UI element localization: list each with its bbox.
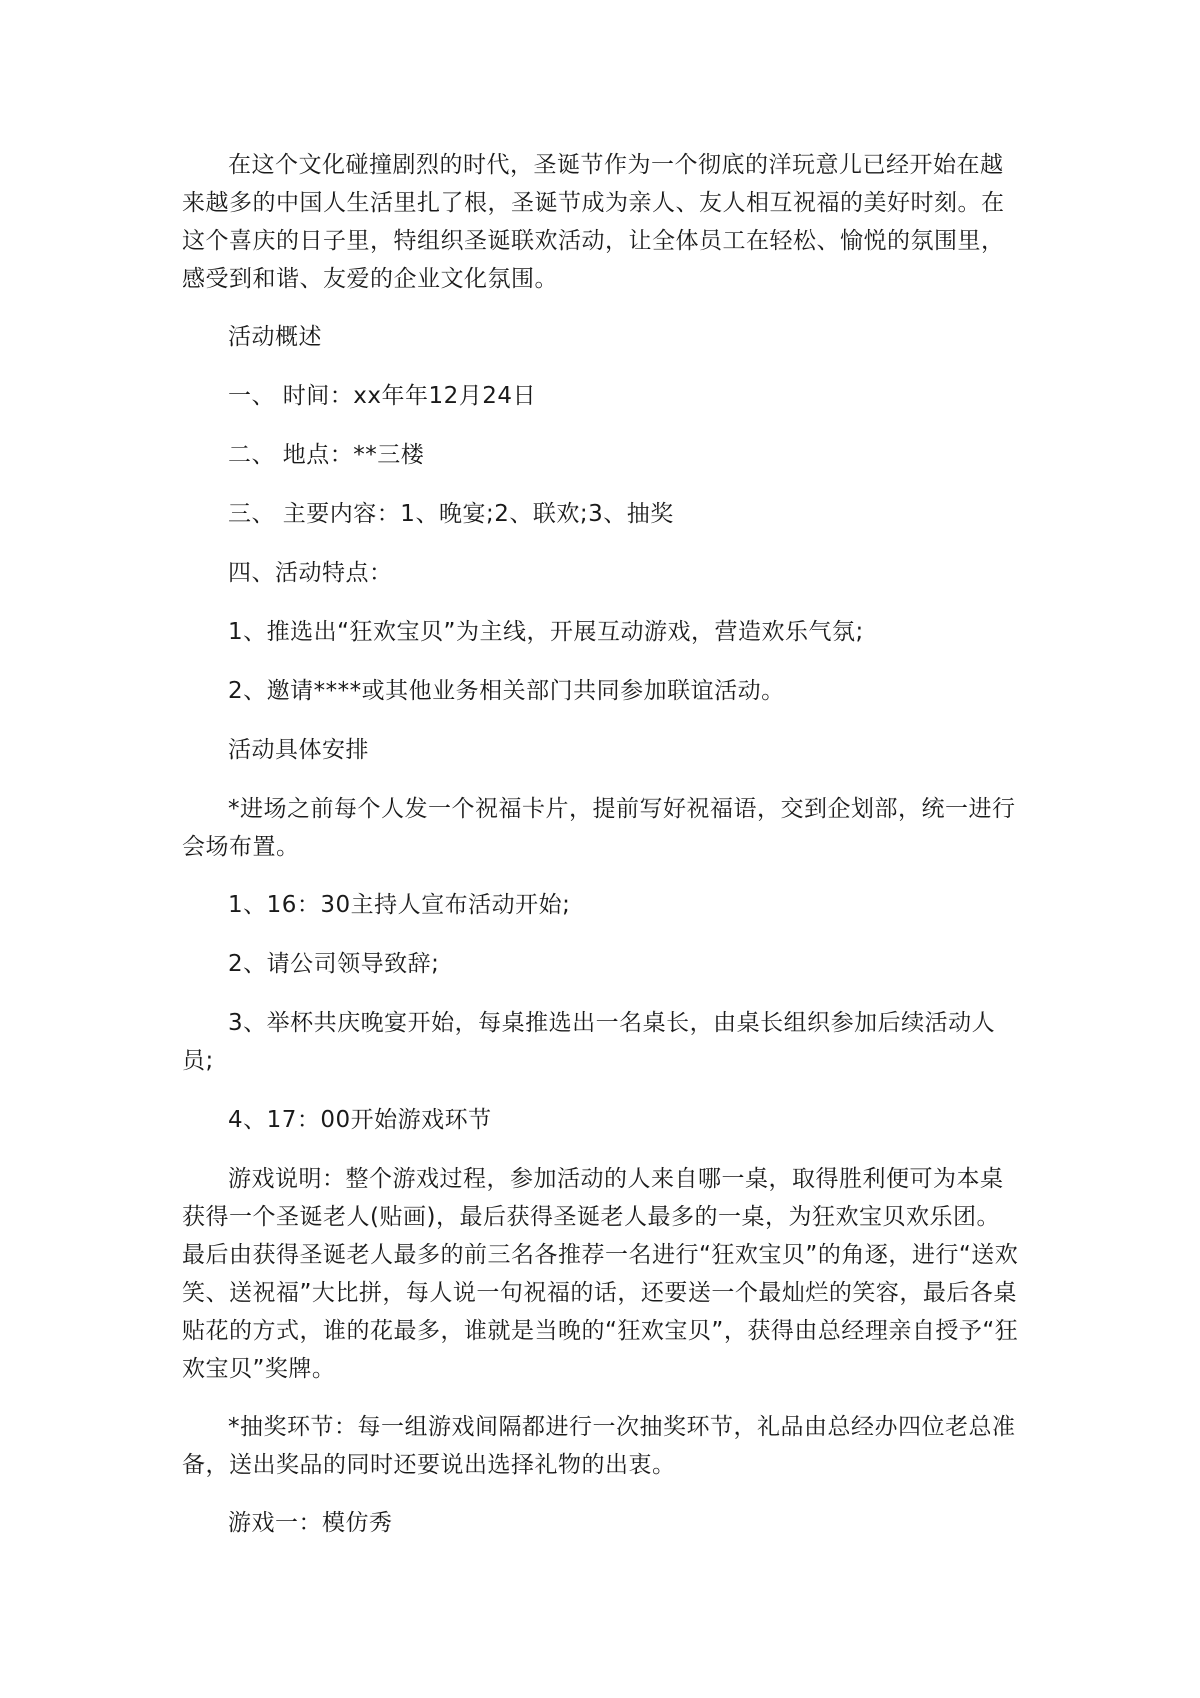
overview-item-features: 四、活动特点：: [228, 560, 393, 586]
feature-item-1: 1、推选出“狂欢宝贝”为主线，开展互动游戏，营造欢乐气氛;: [228, 619, 864, 645]
section-heading-overview: 活动概述: [228, 324, 322, 350]
schedule-item-1: 1、16：30主持人宣布活动开始;: [228, 892, 571, 918]
schedule-item-2: 2、请公司领导致辞;: [228, 951, 440, 977]
intro-paragraph: 在这个文化碰撞剧烈的时代，圣诞节作为一个彻底的洋玩意儿已经开始在越来越多的中国人生活里扎了根，圣诞节成为亲人、友人相互祝福的美好时刻。在这个喜庆的日子里，特组织圣诞联欢活动，让全体员工在轻松、愉悦的氛围里，感受到和谐、友爱的企业文化氛围。: [182, 152, 1005, 292]
game-description-paragraph: 游戏说明：整个游戏过程，参加活动的人来自哪一桌，取得胜利便可为本桌获得一个圣诞老人(贴画)，最后获得圣诞老人最多的一桌，为狂欢宝贝欢乐团。最后由获得圣诞老人最多的前三名各推荐一名进行“狂欢宝贝”的角逐，进行“送欢笑、送祝福”大比拼，每人说一句祝福的话，还要送一个最灿烂的笑容，最后各桌贴花的方式，谁的花最多，谁就是当晚的“狂欢宝贝”，获得由总经理亲自授予“狂欢宝贝”奖牌。: [182, 1166, 1019, 1382]
document-body: [182, 146, 1022, 1542]
lottery-paragraph: *抽奖环节：每一组游戏间隔都进行一次抽奖环节，礼品由总经办四位老总准备，送出奖品的同时还要说出选择礼物的出衷。: [182, 1414, 1016, 1478]
overview-item-content: 三、 主要内容：1、晚宴;2、联欢;3、抽奖: [228, 501, 674, 527]
schedule-item-3: 3、举杯共庆晚宴开始，每桌推选出一名桌长，由桌长组织参加后续活动人员;: [182, 1010, 996, 1074]
schedule-item-4: 4、17：00开始游戏环节: [228, 1107, 492, 1133]
schedule-note-cards: *进场之前每个人发一个祝福卡片，提前写好祝福语，交到企划部，统一进行会场布置。: [182, 796, 1016, 860]
feature-item-2: 2、邀请****或其他业务相关部门共同参加联谊活动。: [228, 678, 785, 704]
game-one-heading: 游戏一：模仿秀: [228, 1510, 393, 1536]
section-heading-schedule: 活动具体安排: [228, 737, 369, 763]
overview-item-time: 一、 时间：xx年年12月24日: [228, 383, 537, 409]
overview-item-location: 二、 地点：**三楼: [228, 442, 425, 468]
